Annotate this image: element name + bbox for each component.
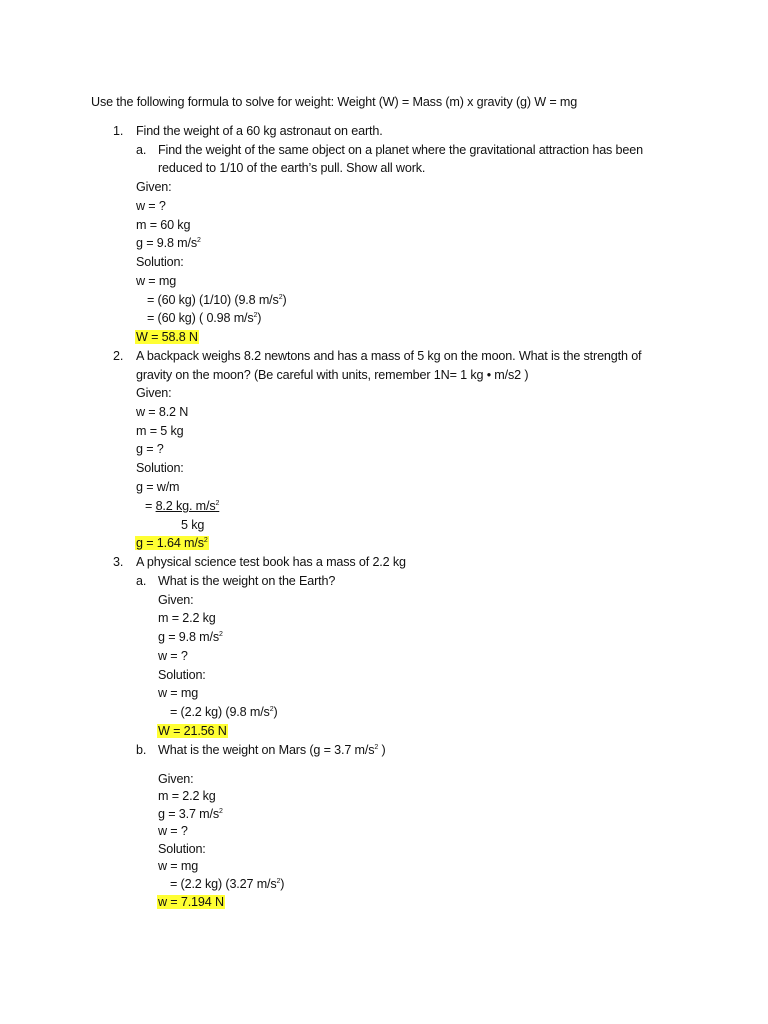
problem-1-given-label: Given: xyxy=(136,180,172,194)
problem-3b-given-m: m = 2.2 kg xyxy=(158,789,216,803)
problem-2-number: 2. xyxy=(113,349,124,363)
problem-3a-step: = (2.2 kg) (9.8 $m/s^2$) xyxy=(170,705,278,719)
problem-1-solution-label: Solution: xyxy=(136,255,184,269)
problem-1a-question-line1: Find the weight of the same object on a planet where the gravitational attraction has been xyxy=(158,143,643,157)
highlighted-answer: W = 21.56 N xyxy=(158,724,227,738)
highlighted-answer: w = 7.194 N xyxy=(158,895,224,909)
problem-3a-question: What is the weight on the Earth? xyxy=(158,574,336,588)
problem-1-step-2: = (60 kg) ( 0.98 $m/s^2$) xyxy=(147,311,262,325)
problem-1-given-w: w = ? xyxy=(136,199,166,213)
problem-3b-letter: b. xyxy=(136,743,147,757)
problem-3a-answer xyxy=(157,723,228,739)
problem-2-solution-label: Solution: xyxy=(136,461,184,475)
problem-3b-step: = (2.2 kg) (3.27 $m/s^2$) xyxy=(170,877,285,891)
problem-3-number: 3. xyxy=(113,555,124,569)
problem-1a-letter: a. xyxy=(136,143,147,157)
problem-3a-solution-label: Solution: xyxy=(158,668,206,682)
problem-2-formula: g = w/m xyxy=(136,480,180,494)
problem-2-fraction-denominator: 5 kg xyxy=(181,518,205,532)
problem-3a-given-label: Given: xyxy=(158,593,194,607)
problem-1-question: Find the weight of a 60 kg astronaut on earth. xyxy=(136,124,383,138)
problem-2-question-line1: A backpack weighs 8.2 newtons and has a mass of 5 kg on the moon. What is the strength of xyxy=(136,349,642,363)
problem-3b-question: What is the weight on Mars (g = 3.7 $m/s^2$ ) xyxy=(158,743,386,757)
problem-3b-given-w: w = ? xyxy=(158,824,188,838)
problem-3b-given-label: Given: xyxy=(158,772,194,786)
problem-3a-formula: w = mg xyxy=(158,686,199,700)
problem-2-question-line2: gravity on the moon? (Be careful with units, remember 1N= 1 kg • m/s2 ) xyxy=(136,368,529,382)
problem-1-step-1: = (60 kg) (1/10) (9.8 $m/s^2$) xyxy=(147,293,287,307)
problem-1a-question-line2: reduced to 1/10 of the earth’s pull. Show all work. xyxy=(158,161,426,175)
problem-3-question: A physical science test book has a mass of 2.2 kg xyxy=(136,555,406,569)
highlighted-answer: W = 58.8 N xyxy=(136,330,198,344)
problem-1-answer xyxy=(135,329,199,345)
intro-text: Use the following formula to solve for weight: Weight (W) = Mass (m) x gravity (g) W = mg xyxy=(91,95,578,109)
problem-3a-letter: a. xyxy=(136,574,147,588)
problem-2-answer xyxy=(135,535,209,551)
problem-3a-given-w: w = ? xyxy=(158,649,188,663)
problem-2-given-m: m = 5 kg xyxy=(136,424,184,438)
problem-3b-answer xyxy=(157,894,225,910)
problem-3a-given-g: g = 9.8 $m/s^2$ xyxy=(158,630,223,644)
problem-3b-solution-label: Solution: xyxy=(158,842,206,856)
problem-2-fraction-numerator: = 8.2 kg. $m/s^2$ xyxy=(145,499,220,513)
problem-1-given-m: m = 60 kg xyxy=(136,218,191,232)
problem-3b-formula: w = mg xyxy=(158,859,199,873)
problem-2-given-w: w = 8.2 N xyxy=(136,405,189,419)
problem-3a-given-m: m = 2.2 kg xyxy=(158,611,216,625)
problem-1-formula: w = mg xyxy=(136,274,177,288)
highlighted-answer: g = 1.64 $m/s^2$ xyxy=(136,536,208,550)
problem-1-given-g: g = 9.8 $m/s^2$ xyxy=(136,236,201,250)
problem-2-given-label: Given: xyxy=(136,386,172,400)
problem-3b-given-g: g = 3.7 $m/s^2$ xyxy=(158,807,223,821)
problem-1-number: 1. xyxy=(113,124,124,138)
problem-2-given-g: g = ? xyxy=(136,442,164,456)
